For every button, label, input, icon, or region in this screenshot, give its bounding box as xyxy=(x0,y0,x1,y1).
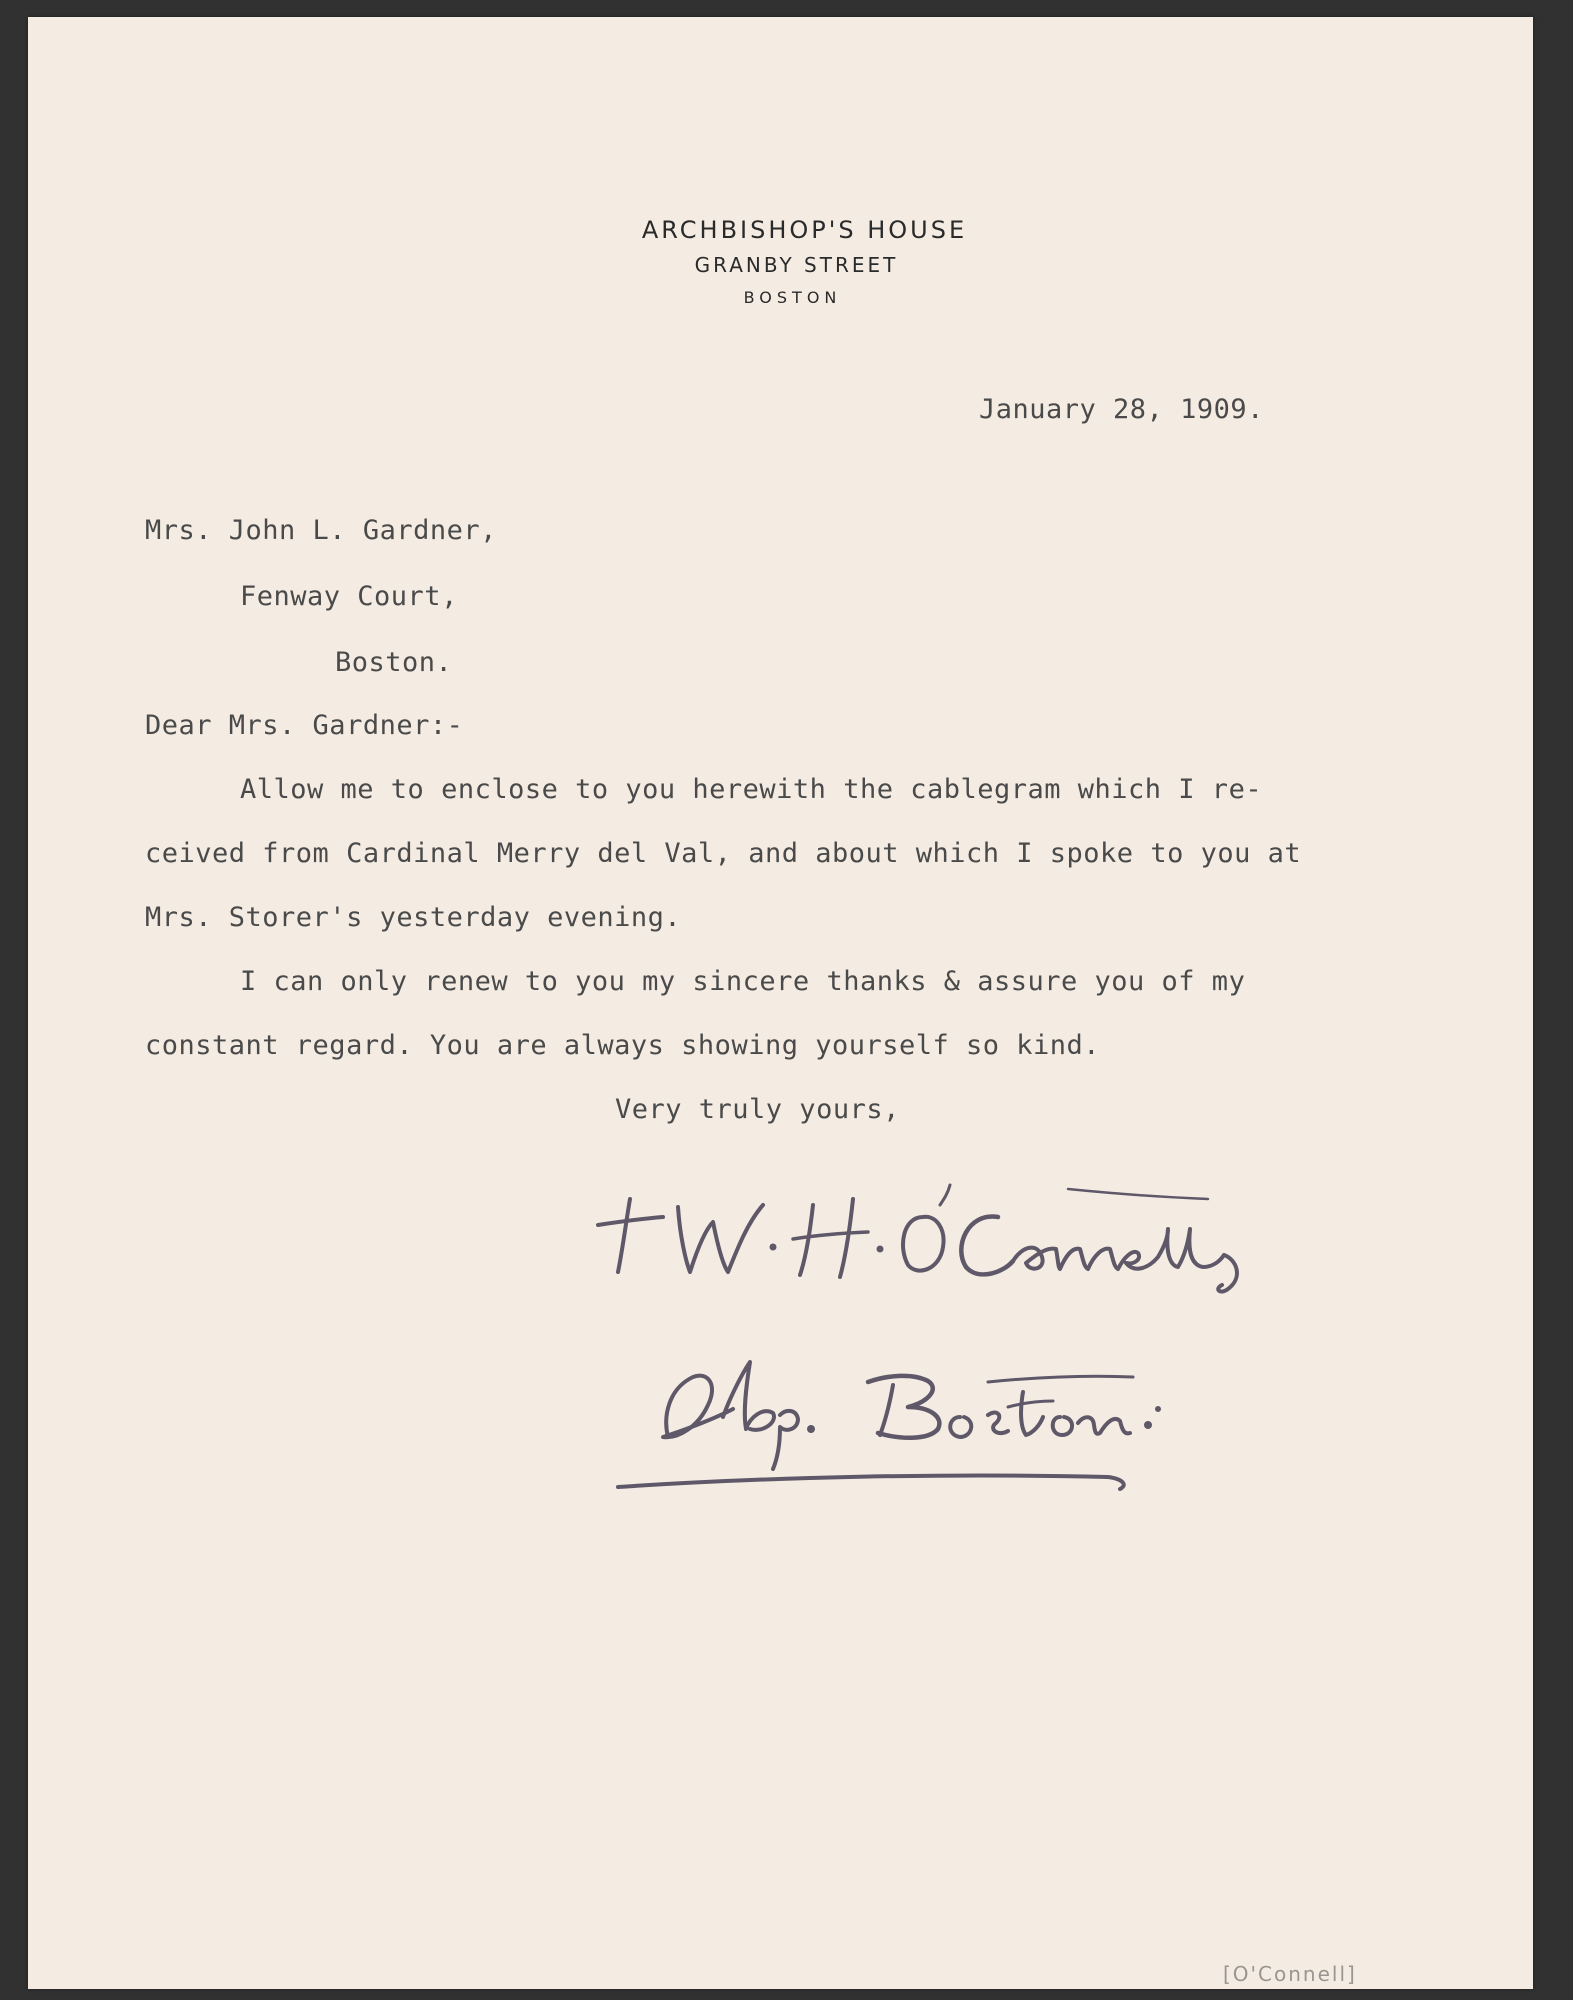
letterhead-city: BOSTON xyxy=(743,288,842,307)
body-line: Allow me to enclose to you herewith the cablegram which I re- xyxy=(240,774,1263,805)
salutation: Dear Mrs. Gardner:- xyxy=(145,710,464,741)
body-line: Mrs. Storer's yesterday evening. xyxy=(145,902,682,933)
body-line: ceived from Cardinal Merry del Val, and about which I spoke to you at xyxy=(145,838,1302,869)
closing: Very truly yours, xyxy=(615,1094,900,1125)
letterhead-title: ARCHBISHOP'S HOUSE xyxy=(641,216,968,244)
body-line: I can only renew to you my sincere thanks & assure you of my xyxy=(240,966,1246,997)
recipient-city: Boston. xyxy=(335,647,453,678)
recipient-street: Fenway Court, xyxy=(240,581,458,612)
body-line: constant regard. You are always showing yourself so kind. xyxy=(145,1030,1101,1061)
letter-date: January 28, 1909. xyxy=(979,394,1264,425)
archive-catalog-note: [O'Connell] xyxy=(1223,1962,1357,1986)
recipient-name: Mrs. John L. Gardner, xyxy=(145,515,497,546)
letter-sheet xyxy=(28,17,1533,1989)
handwritten-signature xyxy=(568,1177,1368,1497)
letterhead-street: GRANBY STREET xyxy=(694,253,899,277)
